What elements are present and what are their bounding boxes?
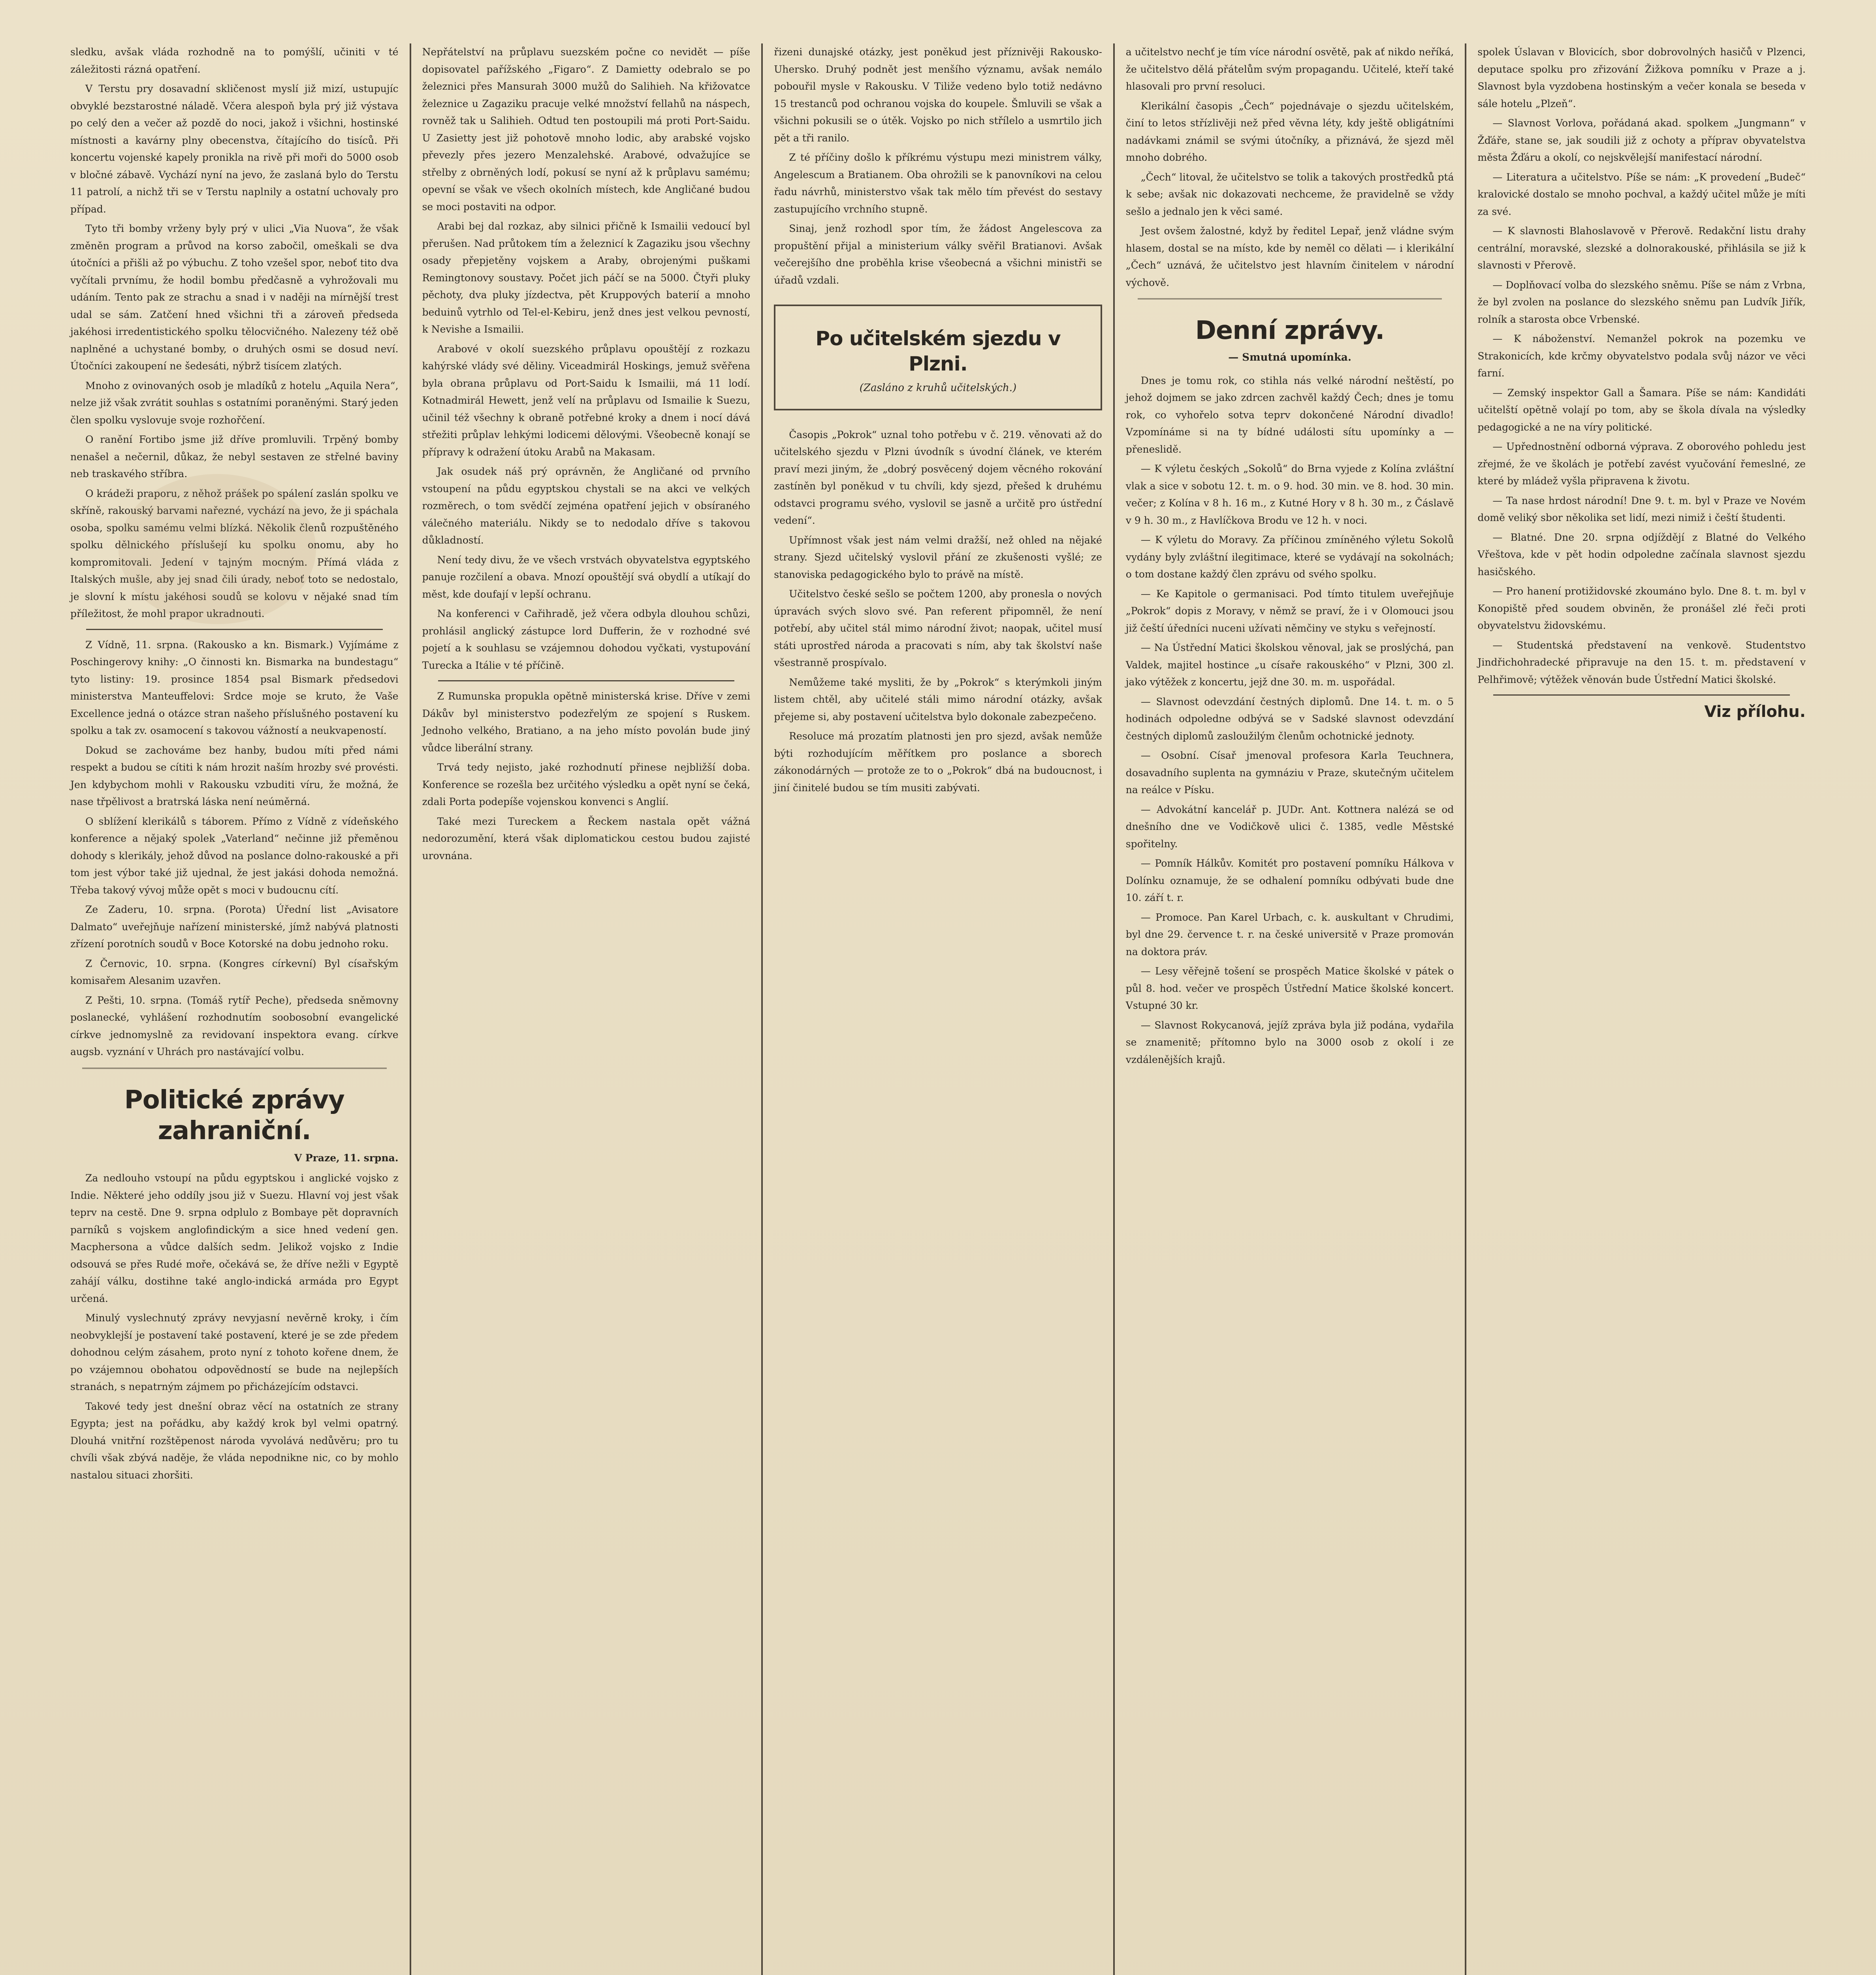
article-paragraph: — Ke Kapitole o germanisaci. Pod tímto titulem uveřejňuje „Pokrok“ dopis z Moravy, v němž se praví, že i v Olomouci jsou již čeští úředníci nuceni užívati němčiny ve styku s veřejností. (1125, 588, 1454, 634)
article-paragraph: Není tedy divu, že ve všech vrstvách obyvatelstva egyptského panuje rozčilení a obava. Mnozí opouštějí svá obydlí a utíkají do měst, kde doufají v lepší ochranu. (422, 554, 751, 600)
article-paragraph: Za nedlouho vstoupí na půdu egyptskou i anglické vojsko z Indie. Některé jeho oddíly jsou již v Suezu. Hlavní voj jest však teprv na cestě. Dne 9. srpna odplulo z Bombaye pět dopravních parníků s vojskem anglofindickým a sice hned vedení gen. Macphersona a vůdce dalších sedm. Jelikož vojsko z Indie odsouvá se přes Rudé moře, očekává se, že dříve nežli v Egyptě zahájí válku, dostihne také anglo-indická armáda pro Egypt určená. (70, 1172, 399, 1304)
column-3 (763, 43, 1115, 1975)
article-paragraph: — Promoce. Pan Karel Urbach, c. k. auskultant v Chrudimi, byl dne 29. července t. r. na české universitě v Praze promován na doktora práv. (1125, 911, 1454, 957)
article-paragraph: — Doplňovací volba do slezského sněmu. Píše se nám z Vrbna, že byl zvolen na poslance do slezského sněmu pan Ludvík Jiřík, rolník a starosta obce Vrbenské. (1477, 279, 1806, 325)
supplement-note: Viz přílohu. (1704, 703, 1806, 721)
divider (86, 629, 383, 630)
article-paragraph: sledku, avšak vláda rozhodně na to pomýšlí, učiniti v té záležitosti rázná opatření. (70, 46, 399, 75)
article-paragraph: Resoluce má prozatím platnosti jen pro sjezd, avšak nemůže býti rozhodujícím měřítkem pro poslance a sborech zákonodárných — protože ze to o „Pokrok“ dbá na budoucnost, i jiní činitelé budou se tím musiti zabývati. (774, 730, 1102, 794)
article-paragraph: Tyto tři bomby vrženy byly prý v ulici „Via Nuova“, že však změněn program a průvod na korso zabočil, omeškali se dva útočníci a přišli až po výbuchu. Z toho vzešel spor, neboť tito dva vyčítali prvnímu, že hodil bombu předčasně a vyhrožovali mu udáním. Tento pak ze strachu a snad i v naději na mírnější trest udal se sám. Zatčení hned všichni tři a zároveň předseda jakéhosi irredentistického spolku tělocvičného. Nalezeny též obě naplněné a uchystané bomby, o druhých osmi se dosud neví. Útočníci zakoupení ne šedesáti, nýbrž tisícem zlatých. (70, 223, 399, 372)
article-paragraph: Minulý vyslechnutý zprávy nevyjasní nevěrně kroky, i čím neobvyklejší je postavení také postavení, které je se zde předem dohodnou celým zásahem, proto nyní z tohoto kořene dnem, že po vzájemnou obohatou odpovědností se bude na nejlepších stranách, s nepatrným zájmem po přicházejícím odstavci. (70, 1312, 399, 1392)
column-2 (411, 43, 763, 1975)
article-paragraph: — K náboženství. Nemanžel pokrok na pozemku ve Strakonicích, kde krčmy obyvatelstvo podala svůj názor ve věci farní. (1477, 333, 1806, 379)
section-subheading: (Zasláno z kruhů učitelských.) (859, 382, 1017, 394)
article-paragraph: Arabi bej dal rozkaz, aby silnici přičně k Ismailii vedoucí byl přerušen. Nad průtokem tím a železnicí k Zagaziku jsou všechny osady přepjetěny vojskem a Araby, obrojenými puškami Remingtonovy soustavy. Počet jich páčí se na 5000. Čtyři pluky pěchoty, dva pluky jízdectva, pět Kruppových baterií a mnoho beduinů vytrhlo od Tel-el-Kebiru, jenž dnes jest velkou pevností, k Nevishe a Ismailii. (422, 220, 751, 335)
article-paragraph: — Pro hanení protižidovské zkoumáno bylo. Dne 8. t. m. byl v Konopiště před soudem obviněn, že pronášel zlé řeči proti obyvatelstvu židovskému. (1477, 585, 1806, 631)
section-heading: Po učitelském sjezdu v Plzni. (815, 327, 1061, 375)
article-paragraph: — K výletu do Moravy. Za příčinou zmíněného výletu Sokolů vydány byly zvláštní ilegitimace, které se vydávají na sokolnách; o tom dostane každý člen zprávu od svého spolku. (1125, 534, 1454, 580)
article-paragraph: Ze Zaderu, 10. srpna. (Porota) Úřední list „Avisatore Dalmato“ uveřejňuje nařízení ministerské, jímž nabývá platnosti zřízení porotních soudů v Boce Kotorské na dobu jednoho roku. (70, 904, 399, 950)
article-paragraph: Z Rumunska propukla opětně ministerská krise. Dříve v zemi Dákův byl ministerstvo podezřelým ze spojení s Ruskem. Jednoho velkého, Bratiano, a na jeho místo povolán bude jiný vůdce liberální strany. (422, 690, 751, 754)
article-paragraph: — Zemský inspektor Gall a Šamara. Píše se nám: Kandidáti učitelští opětně volají po tom, aby se škola dívala na výsledky pedagogické a ne na víry politické. (1477, 387, 1806, 433)
section-divider (1138, 298, 1442, 302)
article-paragraph: — Lesy věřejně tošení se prospěch Matice školské v pátek o půl 8. hod. večer ve prospěch Ústřední Matice školské koncert. Vstupné 30 kr. (1125, 965, 1454, 1011)
divider (438, 680, 735, 681)
article-paragraph: Z Černovic, 10. srpna. (Kongres církevní) Byl císařským komisařem Alesanim uzavřen. (70, 957, 399, 986)
article-paragraph: Trvá tedy nejisto, jaké rozhodnutí přinese nejbližší doba. Konference se rozešla bez určitého výsledku a opět nyní se čeká, zdali Porta podepíše vojenskou konvenci s Anglií. (422, 762, 751, 807)
article-paragraph: — Slavnost Vorlova, pořádaná akad. spolkem „Jungmann“ v Žďáře, stane se, jak soudili již z ochoty a příprav obyvatelstva města Žďáru a okolí, co nejskvělejší manifestací národní. (1477, 117, 1806, 163)
article-paragraph: Z té příčiny došlo k příkrému výstupu mezi ministrem války, Angelescum a Bratianem. Oba ohrožili se k panovníkovi na celou řadu návrhů, ministerstvo však tak mělo tím převést do sestavy zastupujícího vrchního stupně. (774, 152, 1102, 215)
section-divider (82, 1068, 387, 1071)
article-paragraph: O krádeži praporu, z něhož prášek po spálení zaslán spolku ve skříně, rakouský barvami nařezné, vychází na jevo, že ji spáchala osoba, spolku samému velmi blízká. Několik členů rozpuštěného spolku dělnického příslušejí ku spolku onomu, aby ho kompromitovali. Jedení v tajným mocným. Přímá vláda z Italských mušle, aby jej snad čili úrady, neboť toto se nedostalo, je slovní k místu jakéhosi soudů se kolovu v nějaké snad tím příležitost, že mohl prapor ukradnouti. (70, 487, 399, 619)
article-paragraph: Upřímnost však jest nám velmi dražší, než ohled na nějaké strany. Sjezd učitelský vyslovil přání ze zkušenosti vyšlé; ze stanoviska pedagogického bylo to právě na místě. (774, 534, 1102, 580)
columns (59, 43, 1817, 1975)
article-paragraph: — Pomník Hálkův. Komitét pro postavení pomníku Hálkova v Dolínku oznamuje, že se odhalení pomníku odbývati bude dne 10. září t. r. (1125, 858, 1454, 903)
article-paragraph: Jest ovšem žalostné, když by ředitel Lepař, jenž vládne svým hlasem, dostal se na místo, kde by neměl co dělati — i klerikální „Čech“ uznává, že učitelstvo jest hlavním činitelem v národní výchově. (1125, 225, 1454, 288)
article-paragraph: — Blatné. Dne 20. srpna odjíždějí z Blatné do Velkého Vřeštova, kde v pět hodin odpoledne začínala slavnost sjezdu hasičského. (1477, 531, 1806, 577)
article-paragraph: Klerikální časopis „Čech“ pojednávaje o sjezdu učitelském, činí to letos střízlivěji než před věvna léty, kdy ještě obligátními nadávkami známil se svými útočníky, a přiznává, že sjezd měl mnoho dobrého. (1125, 100, 1454, 163)
article-paragraph: — Advokátní kancelář p. JUDr. Ant. Kottnera nalézá se od dnešního dne ve Vodičkově ulici č. 1385, vedle Městské spořitelny. (1125, 803, 1454, 850)
column-4 (1115, 43, 1467, 1975)
article-paragraph: — K slavnosti Blahoslavově v Přerově. Redakční listu drahy centrální, moravské, slezské a dolnorakouské, přihlásila se již k slavnosti v Přerově. (1477, 225, 1806, 271)
column-5 (1466, 43, 1817, 1975)
article-paragraph: — Ta nase hrdost národní! Dne 9. t. m. byl v Praze ve Novém domě veliký sbor několika set lidí, mezi nimiž i čeští študenti. (1477, 495, 1806, 523)
article-paragraph: Také mezi Tureckem a Řeckem nastala opět vážná nedorozumění, která však diplomatickou cestou budou zajisté urovnána. (422, 815, 751, 861)
article-paragraph: — Slavnost odevzdání čestných diplomů. Dne 14. t. m. o 5 hodinách odpoledne odbývá se v Sadské slavnost odevzdání čestných diplomů zasloužilým členům ochotnické jednoty. (1125, 696, 1454, 742)
article-paragraph: Jak osudek náš prý oprávněn, že Angličané od prvního vstoupení na půdu egyptskou chystali se na akci ve velkých rozměrech, o tom svědčí zejména opatření jejich v obsíraného válečného materiálu. Nikdy se to nedodalo dříve s takovou důkladností. (422, 466, 751, 546)
article-paragraph: — K výletu českých „Sokolů“ do Brna vyjede z Kolína zvláštní vlak a sice v sobotu 12. t. m. o 9. hod. 30 min. ve 8. hod. 30 min. večer; z Kolína v 8 h. 16 m., z Kutné Hory v 8 h. 30 m., z Čáslavě v 9 h. 30 m., z Havlíčkova Brodu ve 12 h. v noci. (1125, 463, 1454, 526)
section-heading: Politické zprávy zahraniční. (124, 1085, 344, 1146)
section-heading: Denní zprávy. (1195, 316, 1385, 345)
article-paragraph: Takové tedy jest dnešní obraz věcí na ostatních ze strany Egypta; jest na pořádku, aby každý krok byl velmi opatrný. Dlouhá vnitřní rozštěpenost národa vyvolává nedůvěru; pro tu chvíli však zbývá naděje, že vláda nepodnikne nic, co by mohlo nastalou situaci zhoršiti. (70, 1400, 399, 1481)
article-paragraph: Nepřátelství na průplavu suezském počne co nevidět — píše dopisovatel pařížského „Figaro“. Z Damietty odebralo se po železnici přes Mansurah 3000 mužů do Salihieh. Na křižovatce železnice u Zagaziku pracuje velké množství fellahů na náspech, rovněž tak u Salihieh. Odtud ten postoupili má proti Port-Saidu. U Zasietty jest již pohotově mnoho lodic, aby arabské vojsko převezly přes jezero Menzalehské. Arabové, odvažujíce se střelby z obrněných lodí, pokusí se nyní až k průplavu samému; opevní se však ve všech okolních místech, kde Angličané budou se moci postaviti na odpor. (422, 46, 751, 213)
article-paragraph: O ranění Fortibo jsme již dříve promluvili. Trpěný bomby nenašel a nečernil, důkaz, že nebyl sestaven ze střelné baviny neb traskavého stříbra. (70, 434, 399, 480)
article-paragraph: Dnes je tomu rok, co stihla nás velké národní neštěstí, po jehož dojmem se jako zdrcen zachvěl každý Čech; dnes je tomu rok, co vyhořelo sotva teprv dokončené Národní divadlo! Vzpomínáme si na ty bídné události sítu upomínky a — přeneslidě. (1125, 374, 1454, 455)
dateline: V Praze, 11. srpna. (294, 1152, 399, 1164)
divider (1493, 694, 1790, 696)
article-paragraph: Z Vídně, 11. srpna. (Rakousko a kn. Bismark.) Vyjímáme z Poschingerovy knihy: „O činnosti kn. Bismarka na bundestagu“ tyto listiny: 19. prosince 1854 psal Bismark předsedovi ministerstva Manteuffelovi: Srdce moje se kruto, že Vaše Excellence jedná o otázce stran našeho příslušného postavení ku spolku a tak zv. osamocení s takovou vážností a neukvapeností. (70, 639, 399, 736)
article-paragraph: a učitelstvo nechť je tím více národní osvětě, pak ať nikdo neříká, že učitelstvo dělá přátelům svým propagandu. Učitelé, kteří také hlasovali pro první resoluci. (1125, 46, 1454, 92)
article-box (774, 305, 1102, 410)
article-paragraph: — Na Ústřední Matici školskou věnoval, jak se proslýchá, pan Valdek, majitel hostince „u císaře rakouského“ v Plzni, 300 zl. jako výtěžek z koncertu, jejž dne 30. m. m. uspořádal. (1125, 642, 1454, 688)
article-paragraph: — Studentská představení na venkově. Studentstvo Jindřichohradecké připravuje na den 15. t. m. představení v Pelhřimově; výtěžek věnován bude Ústřední Matici školské. (1477, 639, 1806, 685)
article-paragraph: Z Pešti, 10. srpna. (Tomáš rytíř Peche), předseda sněmovny poslanecké, vyhlášení rozhodnutím soobosobní evangelické církve jednomyslně za revidovaní inspektora evang. církve augsb. vyznání v Uhrách pro nastávající volbu. (70, 994, 399, 1057)
article-paragraph: Učitelstvo české sešlo se počtem 1200, aby pronesla o nových úpravách svých slovo své. Pan referent připomněl, že není potřebí, aby učitel stál mimo národní život; naopak, učitel musí státi uprostřed národa a pracovati s ním, aby tak školství naše všestranně prospívalo. (774, 588, 1102, 668)
article-paragraph: O sblížení klerikálů s táborem. Přímo z Vídně z vídeňského konference a nějaký spolek „Vaterland“ nečinne již přeměnou dohody s klerikály, jehož důvod na poslance dolno-rakouské a při tom jest výbor také již ujednal, že jest jakási dohoda nemožná. Třeba takový vývoj může opět s moci v budoucnu cítí. (70, 815, 399, 896)
article-paragraph: — Literatura a učitelstvo. Píše se nám: „K provedení „Budeč“ kralovické dostalo se mnoho pochval, a každý učitel může je míti za své. (1477, 171, 1806, 217)
article-paragraph: — Upřednostnění odborná výprava. Z oborového pohledu jest zřejmé, že ve školách je potřebí zavést vyučování řemeslné, ze které by mládež vyšla připravena k životu. (1477, 441, 1806, 487)
article-paragraph: spolek Úslavan v Blovicích, sbor dobrovolných hasičů v Plzenci, deputace spolku pro zřizování Žižkova pomníku v Praze a j. Slavnost byla vyzdobena hostinským a večer konala se beseda v sále hotelu „Plzeň“. (1477, 46, 1806, 109)
article-paragraph: Arabové v okolí suezského průplavu opouštějí z rozkazu kahýrské vlády své děliny. Viceadmirál Hoskings, jemuž svěřena byla obrana průplavu od Port-Saidu k Ismailii, má 11 lodí. Kotnadmirál Hewett, jenž velí na průplavu od Ismailie k Suezu, učinil též všechny k obraně potřebné kroky a dnem i nocí dává střežiti průplav lehkými lodicemi dělovými. Všeobecně konají se přípravy k odražení útoku Arabů na Makasam. (422, 343, 751, 458)
article-paragraph: — Osobní. Císař jmenoval profesora Karla Teuchnera, dosavadního suplenta na gymnáziu v Praze, skutečným učitelem na reálce v Písku. (1125, 750, 1454, 796)
article-paragraph: Nemůžeme také mysliti, že by „Pokrok“ s kterýmkoli jiným listem chtěl, aby učitelé stáli mimo národní otázky, avšak přejeme si, aby postavení učitelstva bylo dokonale zabezpečeno. (774, 676, 1102, 722)
column-1 (59, 43, 411, 1975)
article-paragraph: Dokud se zachováme bez hanby, budou míti před námi respekt a budou se cítiti k nám hrozit naším hrozby své provésti. Jen kdybychom mohli v Rakousku vzbuditi víru, že možná, že nase třpělivost a bratrská láska není neúměrná. (70, 744, 399, 807)
article-paragraph: Sinaj, jenž rozhodl spor tím, že žádost Angelescova za propuštění přijal a ministerium války svěřil Bratianovi. Avšak večerejšího dne proběhla krise všeobecná a všichni ministři se úřadů vzdali. (774, 223, 1102, 286)
article-paragraph: Časopis „Pokrok“ uznal toho potřebu v č. 219. věnovati až do učitelského sjezdu v Plzni úvodník s úvodní článek, ve kterém praví mezi jiným, že „dobrý posvěcený dojem věcného rokování zastíněn byl poněkud v tu chvíli, kdy sjezd, přešed k druhému odstavci programu svého, vyslovil se jasně a určitě pro ústřední vedení“. (774, 429, 1102, 526)
article-paragraph: Mnoho z ovinovaných osob je mladíků z hotelu „Aquila Nera“, nelze již však zvrátit souhlas s ostatními poraněnými. Starý jeden člen spolku vyslovuje svoje rozhořčení. (70, 380, 399, 426)
article-paragraph: V Terstu pry dosavadní skličenost myslí již mizí, ustupujíc obvyklé bezstarostné náladě. Včera alespoň byla prý již výstava po celý den a večer až pozdě do noci, jakož i všichni, hostinské místnosti a kavárny plny obecenstva, čítajícího do tisíců. Při koncertu vojenské kapely pronikla na rivě při moři do 5000 osob v bločné zábavě. Vychází nyní na jevo, že zaslaná bylo do Terstu 11 patrolí, a nichž tři se v Terstu naplnily a ostatní uchovaly pro případ. (70, 83, 399, 215)
article-paragraph: — Slavnost Rokycanová, jejíž zpráva byla již podána, vydařila se znamenitě; přítomno bylo na 3000 osob z okolí i ze vzdálenějších krajů. (1125, 1019, 1454, 1065)
article-paragraph: Na konferenci v Cařihradě, jež včera odbyla dlouhou schůzi, prohlásil anglický zástupce lord Dufferin, že v rozhodné své pojetí a k souhlasu se vzájemnou dohodou vyčkati, vystupování Turecka a Itálie v té příčině. (422, 608, 751, 671)
section-subheading: — Smutná upomínka. (1228, 352, 1351, 363)
article-paragraph: „Čech“ litoval, že učitelstvo se tolik a takových prostředků ptá k sebe; avšak nic dokazovati nechceme, že pravidelně se vždy sešlo a jednalo jen k věci samé. (1125, 171, 1454, 217)
article-paragraph: řizeni dunajské otázky, jest poněkud jest příznivěji Rakousko-Uhersko. Druhý podnět jest menšího významu, avšak nemálo pobouřil mysle v Rakousku. V Tiliže vedeno bylo totiž nedávno 15 trestanců pod ochranou vojska do koupele. Šmluvili se však a všichni pokusili se o útěk. Vojsko po nich střílelo a usmrtilo jich pět a tři ranilo. (774, 46, 1102, 144)
